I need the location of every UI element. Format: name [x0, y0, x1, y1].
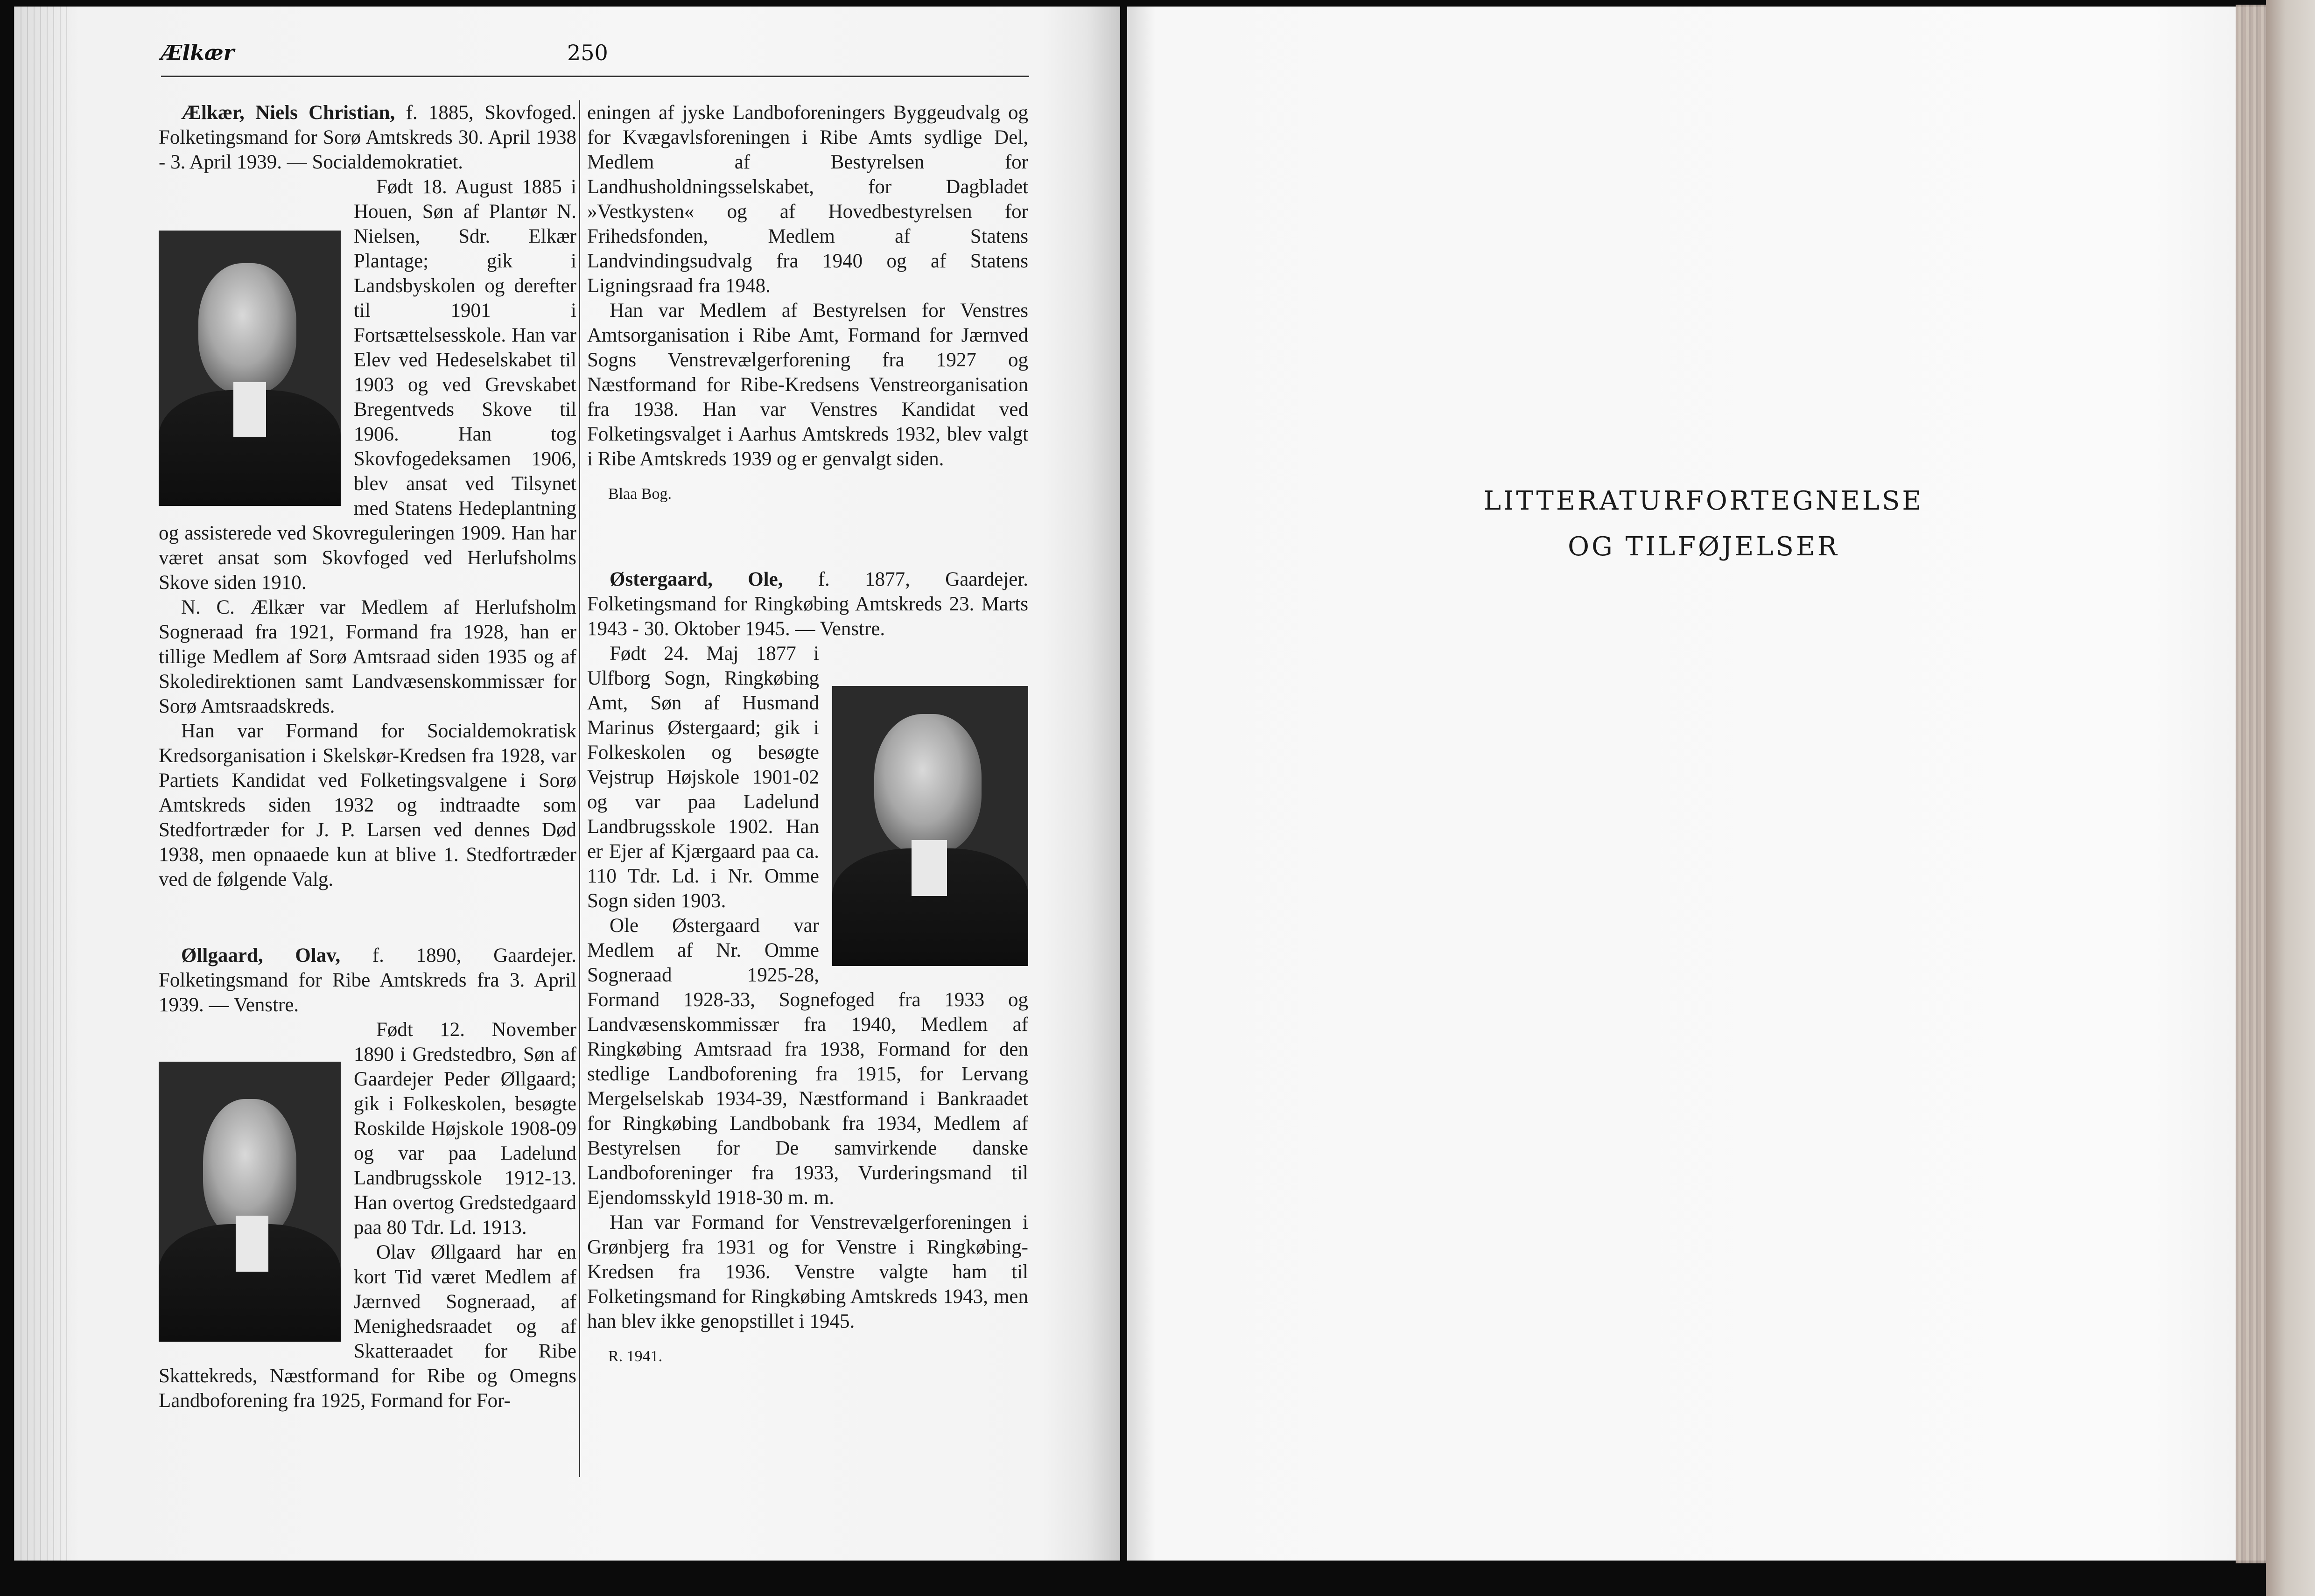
entry-intro-text: f. 1885, Skovfoged. Folketingsmand for Sorø Amtskreds 30. April 1938 - 3. April 1939. — Socialdemokratiet.: [159, 102, 577, 173]
entry-ostergaard-p2: Ole Østergaard var Medlem af Nr. Omme Sogneraad 1925-28, Formand 1928-33, Sognefoged fra 1933 og Landvæsenskommissær fra 1940, Medlem af Ringkøbing Amtsraad fra 1938, Formand for den stedlige Landboforening fra 1915, for Lervang Mergelselskab 1934-39, Næstformand i Bankraadet for Ringkøbing Landbobank fra 1934, Medlem af Bestyrelsen for De samvirkende danske Landboforeninger fra 1933, Vurderingsmand til Ejendomsskyld 1918-30 m. m.: [587, 915, 1028, 1209]
entry-name: Ælkær, Niels Christian,: [181, 102, 395, 124]
entry-ollgaard-p1: [159, 1017, 576, 1240]
page-header: [161, 38, 1029, 77]
entry-name: Østergaard, Ole,: [610, 568, 783, 590]
portrait-photo: [159, 231, 341, 506]
paragraph: Født 18. August 1885 i Houen, Søn af Plantør N. Nielsen, Sdr. Elkær Plantage; gik i Landsbyskolen og derefter til 1901 i Fortsættelsesskole. Han var Elev ved Hedeselskabet til 1903 og ved Grevskabet Bregentveds Skove til 1906. Han tog Skovfogedeksamen 1906, blev ansat ved Tilsynet med Statens Hedeplantning og assisterede ved Skovreguleringen 1909. Han har været ansat som Skovfoged ved Herlufsholms Skove siden 1910.: [159, 176, 576, 594]
entry-ostergaard-intro: [587, 567, 1028, 641]
section-title-line: OG TILFØJELSER: [1568, 532, 1839, 562]
entry-elkaer-p2: N. C. Ælkær var Medlem af Herlufsholm Sogneraad fra 1921, Formand fra 1928, han er tillige Medlem af Sorø Amtsraad siden 1935 og af Skoledirektionen samt Landvæsenskommissær for Sorø Amtsraadskreds.: [159, 596, 576, 717]
entry-ollgaard-p2: Olav Øllgaard har en kort Tid været Medlem af Jærnved Sogneraad, af Menighedsraadet og af Skatteraadet for Ribe Skattekreds, Næstformand for Ribe og Omegns Landboforening fra 1925, Formand for For-: [159, 1241, 576, 1412]
entry-ollgaard-cont-p1: eningen af jyske Landboforeningers Byggeudvalg og for Kvægavlsforeningen i Ribe Amts sydlige Del, Medlem af Bestyrelsen for Landhusholdningsselskabet, for Dagbladet »Vestkysten« og af Hovedbestyrelsen for Frihedsfonden, Medlem af Statens Landvindingsudvalg fra 1940 og af Statens Ligningsraad fra 1948.: [587, 102, 1028, 297]
page-number: 250: [567, 40, 608, 65]
entry-intro-text: f. 1890, Gaardejer. Folketingsmand for Ribe Amtskreds fra 3. April 1939. — Venstre.: [159, 945, 576, 1016]
section-title: [1176, 478, 2231, 570]
paragraph: Født 12. November 1890 i Gredstedbro, Søn af Gaardejer Peder Øllgaard; gik i Folkeskolen, besøgte Roskilde Højskole 1908-09 og var paa Ladelund Landbrugsskole 1912-13. Han overtog Gredstedgaard paa 80 Tdr. Ld. 1913.: [354, 1019, 576, 1239]
running-title: Ælkær: [161, 41, 234, 65]
section-title-line: LITTERATURFORTEGNELSE: [1483, 486, 1924, 516]
entry-elkaer-p1: [159, 175, 576, 595]
entry-name: Øllgaard, Olav,: [181, 945, 341, 966]
right-column: [587, 100, 1028, 1369]
portrait-photo: [159, 1062, 341, 1342]
entry-intro-text: f. 1877, Gaardejer. Folketingsmand for Ringkøbing Amtskreds 23. Marts 1943 - 30. Oktober 1945. — Venstre.: [587, 568, 1028, 640]
entry-ollgaard-cont-p2: Han var Medlem af Bestyrelsen for Venstres Amtsorganisation i Ribe Amt, Formand for Jærnved Sogns Venstrevælgerforening fra 1927 og Næstformand for Ribe-Kredsens Venstreorganisation fra 1938. Han var Venstres Kandidat ved Folketingsvalget i Aarhus Amtskreds 1932, blev valgt i Ribe Amtskreds 1939 og er genvalgt siden.: [587, 300, 1028, 470]
column-divider: [579, 100, 580, 1477]
entry-ostergaard-p1: [587, 641, 1028, 913]
entry-elkaer-p3: Han var Formand for Socialdemokratisk Kredsorganisation i Skelskør-Kredsen fra 1928, var Partiets Kandidat ved Folketingsvalgene i Sorø Amtskreds siden 1932 og indtraadte som Stedfortræder for J. P. Larsen ved dennes Død 1938, men opnaaede kun at blive 1. Stedfortræder ved de følgende Valg.: [159, 720, 576, 890]
entry-ollgaard-intro: [159, 943, 576, 1017]
portrait-photo: [832, 686, 1028, 966]
right-page: [1127, 7, 2266, 1561]
entry-elkaer-intro: [159, 100, 576, 175]
source-reference: Blaa Bog.: [608, 485, 672, 503]
source-reference: R. 1941.: [608, 1348, 663, 1365]
paragraph: Født 24. Maj 1877 i Ulfborg Sogn, Ringkøbing Amt, Søn af Husmand Marinus Østergaard; gik i Folkeskolen og besøgte Vejstrup Højskole 1901-02 og var paa Ladelund Landbrugsskole 1902. Han er Ejer af Kjærgaard paa ca. 110 Tdr. Ld. i Nr. Omme Sogn siden 1903.: [587, 643, 819, 912]
left-column: [159, 100, 576, 1413]
book-cover-edge: [2266, 0, 2315, 1596]
entry-ostergaard-p3: Han var Formand for Venstrevælgerforeningen i Grønbjerg fra 1931 og for Venstre i Ringkøbing-Kredsen fra 1936. Venstre valgte ham til Folketingsmand for Ringkøbing Amtskreds 1943, men han blev ikke genopstillet i 1945.: [587, 1211, 1028, 1332]
